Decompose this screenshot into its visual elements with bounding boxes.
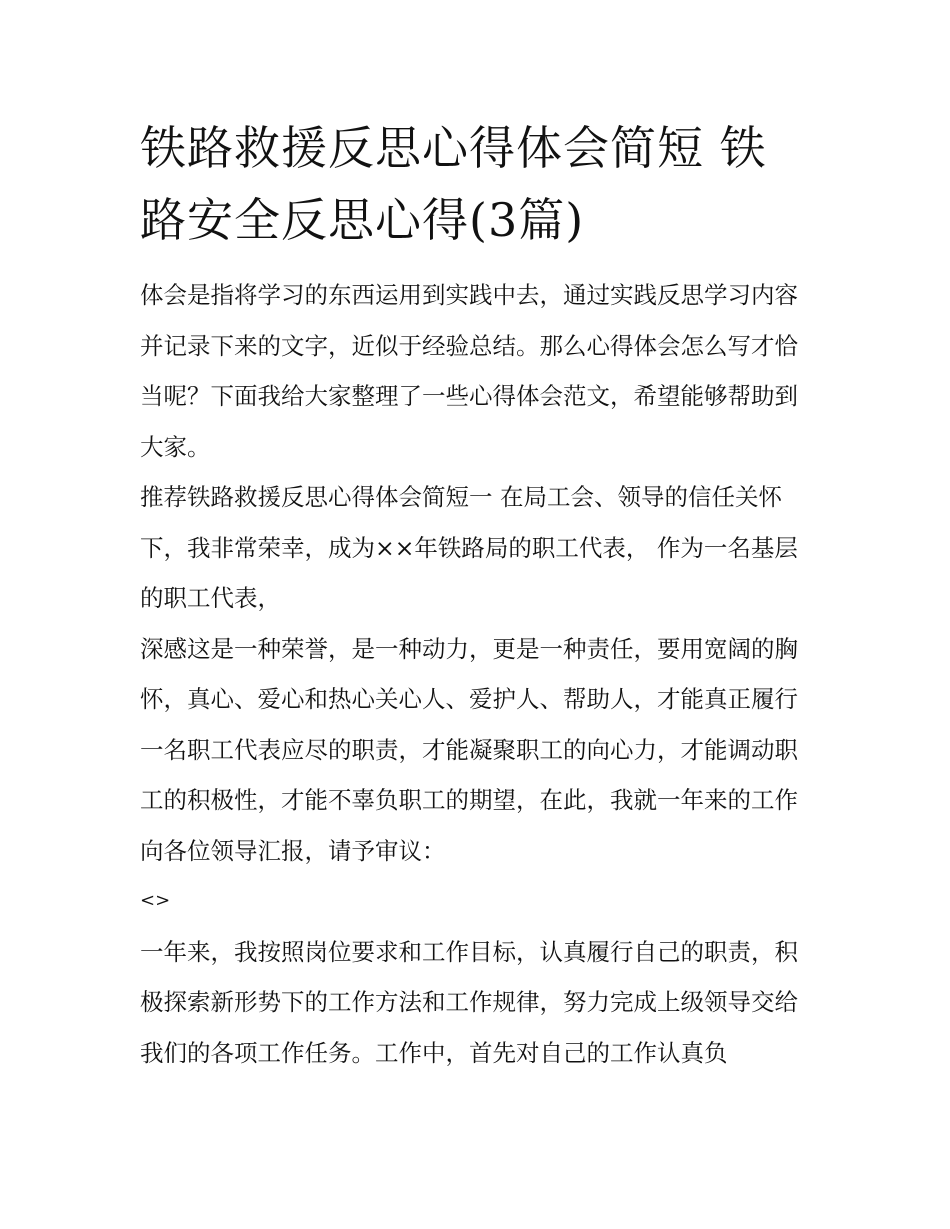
intro-paragraph: 体会是指将学习的东西运用到实践中去，通过实践反思学习内容并记录下来的文字，近似于经验总结。那么心得体会怎么写才恰当呢？下面我给大家整理了一些心得体会范文，希望能够帮助到大家。 bbox=[140, 281, 798, 461]
paragraph-year-review: 一年来，我按照岗位要求和工作目标，认真履行自己的职责，积极探索新形势下的工作方法和工作规律，努力完成上级领导交给我们的各项工作任务。工作中，首先对自己的工作认真负 bbox=[140, 937, 798, 1067]
angle-bracket-marker: <> bbox=[140, 890, 171, 911]
paragraph-recommendation: 推荐铁路救援反思心得体会简短一 在局工会、领导的信任关怀下，我非常荣幸，成为××年铁路局的职工代表， 作为一名基层的职工代表， bbox=[140, 483, 798, 612]
paragraph-responsibility: 深感这是一种荣誉，是一种动力，更是一种责任，要用宽阔的胸怀，真心、爱心和热心关心人、爱护人、帮助人，才能真正履行一名职工代表应尽的职责，才能凝聚职工的向心力，才能调动职工的积极性，才能不辜负职工的期望，在此，我就一年来的工作向各位领导汇报，请予审议： bbox=[140, 634, 798, 865]
document-page bbox=[140, 112, 812, 1078]
document-title: 铁路救援反思心得体会简短 铁路安全反思心得(3篇) bbox=[140, 121, 767, 247]
